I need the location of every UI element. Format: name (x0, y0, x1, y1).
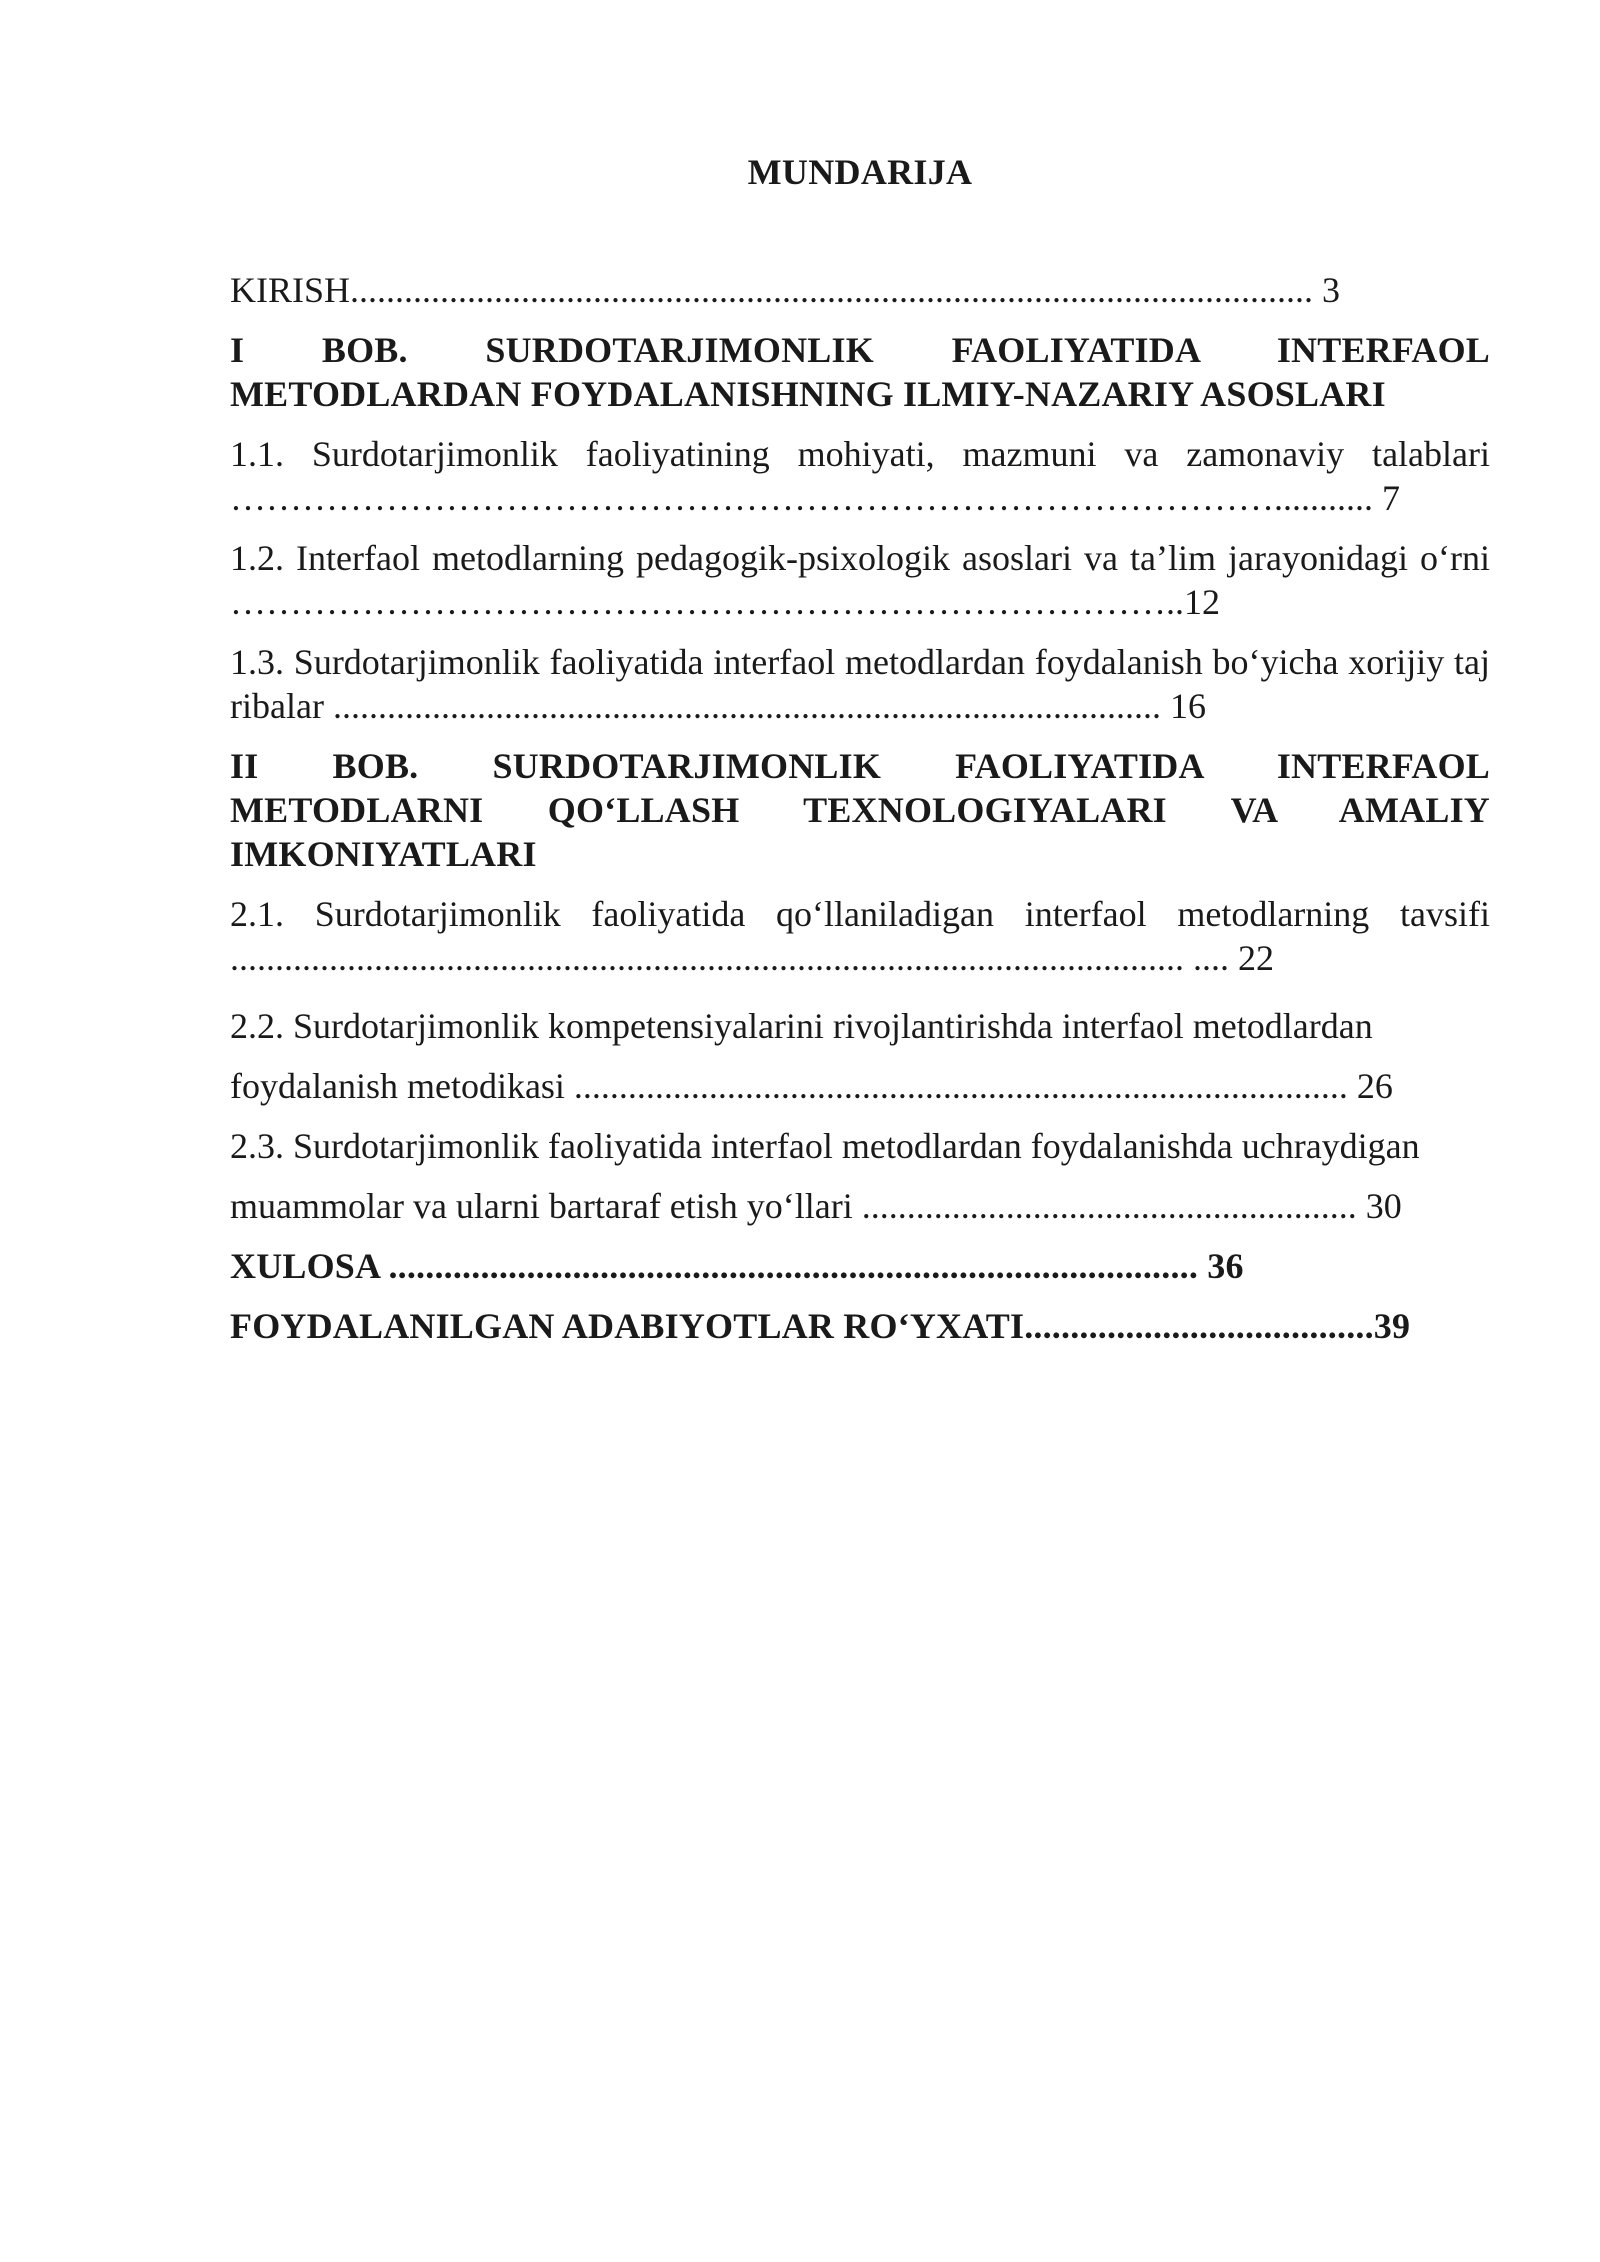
toc-entry-text: FOYDALANILGAN ADABIYOTLAR RO‘YXATI......................................39 (230, 1306, 1411, 1346)
toc-entry-xulosa[interactable] (230, 1236, 1490, 1296)
toc-entry-text-block (230, 1116, 1490, 1236)
toc-entry-1-2[interactable] (230, 536, 1490, 624)
toc-entry-line: 2.2. Surdotarjimonlik kompetensiyalarini rivojlantirishda interfaol metodlardan (230, 1006, 1373, 1046)
toc-entry-2-2[interactable] (230, 996, 1490, 1116)
toc-entry-text-block (230, 996, 1490, 1116)
toc-entry-text: 2.1. Surdotarjimonlik faoliyatida qo‘llaniladigan interfaol metodlarning tavsifi .......................................................................................................... .... 22 (230, 894, 1490, 978)
toc-entry-1-1[interactable] (230, 432, 1490, 520)
toc-chapter-title: I BOB. SURDOTARJIMONLIK FAOLIYATIDA INTERFAOL METODLARDAN FOYDALANISHNING ILMIY-NAZARIY ASOSLARI (230, 330, 1490, 414)
toc-chapter-2[interactable] (230, 744, 1490, 876)
toc-entry-1-3[interactable] (230, 640, 1490, 728)
toc-entry-text: 1.2. Interfaol metodlarning pedagogik-psixologik asoslari va ta’lim jarayonidagi o‘rni ……………………………………………………………………..12 (230, 538, 1490, 622)
toc-entry-2-1[interactable] (230, 892, 1490, 980)
toc-entry-line: 2.3. Surdotarjimonlik faoliyatida interfaol metodlardan foydalanishda uchraydigan (230, 1126, 1420, 1166)
toc-entry-kirish[interactable] (230, 268, 1490, 312)
table-of-contents (230, 268, 1490, 1356)
toc-entry-2-3[interactable] (230, 1116, 1490, 1236)
toc-chapter-1[interactable] (230, 328, 1490, 416)
toc-entry-text: 1.3. Surdotarjimonlik faoliyatida interfaol metodlardan foydalanish bo‘yicha xorijiy tajribalar ............................................................................................ 16 (230, 642, 1490, 726)
toc-entry-text: KIRISH........................................................................................................... 3 (230, 270, 1341, 310)
toc-chapter-title: II BOB. SURDOTARJIMONLIK FAOLIYATIDA INTERFAOL METODLARNI QO‘LLASH TEXNOLOGIYALARI VA AMALIY IMKONIYATLARI (230, 746, 1490, 874)
toc-entry-text: 1.1. Surdotarjimonlik faoliyatining mohiyati, mazmuni va zamonaviy talablari ……………………………………………………………………………........... 7 (230, 434, 1490, 518)
toc-entry-adabiyotlar[interactable] (230, 1296, 1490, 1356)
toc-entry-line: foydalanish metodikasi ...................................................................................... 26 (230, 1066, 1393, 1106)
page-title: MUNDARIJA (747, 152, 973, 192)
toc-entry-line: muammolar va ularni bartaraf etish yo‘llari ....................................................... 30 (230, 1186, 1402, 1226)
toc-entry-text: XULOSA ........................................................................................ 36 (230, 1246, 1244, 1286)
